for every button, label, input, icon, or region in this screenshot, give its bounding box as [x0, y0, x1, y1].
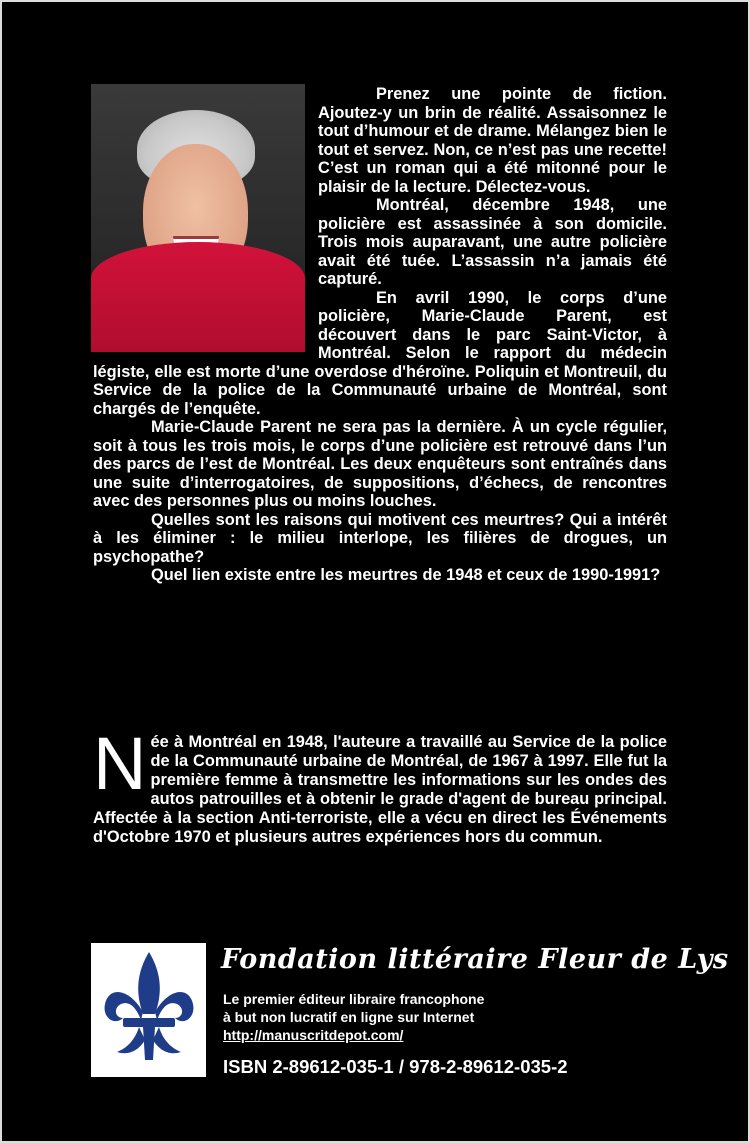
summary-paragraph: Marie-Claude Parent ne sera pas la dernière. À un cycle régulier, soit à tous les trois mois, le corps d’une policière est retrouvé dans l’un des parcs de l’est de Montréal. Les deux enquêteurs sont entraînés dans une suite d’interrogatoires, de suppositions, d’échecs, de rencontres avec des personnes plus ou moins louches.	[93, 418, 667, 510]
summary-paragraph: Prenez une pointe de fiction. Ajoutez-y un brin de réalité. Assaisonnez le tout d’humour et de drame. Mélangez bien le tout et servez. Non, ce n’est pas une recette! C’est un roman qui a été mitonné pour le plaisir de la lecture. Délectez-vous.	[318, 85, 667, 196]
publisher-tagline	[223, 990, 484, 1044]
isbn-number: ISBN 2-89612-035-1 / 978-2-89612-035-2	[223, 1056, 568, 1077]
summary-text	[93, 85, 667, 585]
author-bio	[93, 722, 667, 847]
summary-paragraph: Quelles sont les raisons qui motivent ces meurtres? Qui a intérêt à les éliminer : le milieu interlope, les filières de drogues, un psychopathe?	[93, 510, 667, 566]
fleur-de-lys-svg	[99, 948, 199, 1072]
photo-spacer	[93, 85, 318, 355]
summary-paragraph: En avril 1990, le corps d’une policière, Marie-Claude Parent, est découvert dans le parc Saint-Victor, à Montréal. Selon le rapport du médecin légiste, elle est morte d’une overdose d'héroïne. Poliquin et Montreuil, du Service de la police de la Communauté urbaine de Montréal, sont chargés de l’enquête.	[93, 288, 667, 418]
bio-text: ée à Montréal en 1948, l'auteure a travaillé au Service de la police de la Communauté urbaine de Montréal, de 1967 à 1997. Elle fut la première femme à transmettre les informations sur les ondes des autos patrouilles et à obtenir le grade d'agent de bureau principal. Affectée à la section Anti-terroriste, elle a vécu en direct les Événements d'Octobre 1970 et plusieurs autres expériences hors du commun.	[93, 733, 667, 846]
fleur-de-lys-icon	[91, 943, 206, 1077]
summary-paragraph: Montréal, décembre 1948, une policière est assassinée à son domicile. Trois mois auparavant, une autre policière avait été tuée. L’assassin n’a jamais été capturé.	[318, 196, 667, 288]
bio-dropcap: N	[93, 722, 147, 805]
publisher-name: Fondation littéraire Fleur de Lys	[221, 944, 729, 975]
publisher-url-link[interactable]: http://manuscritdepot.com/	[223, 1027, 404, 1043]
tagline-line: Le premier éditeur libraire francophone	[223, 991, 485, 1007]
summary-paragraph: Quel lien existe entre les meurtres de 1948 et ceux de 1990-1991?	[151, 566, 661, 584]
tagline-line: à but non lucratif en ligne sur Internet	[223, 1009, 475, 1025]
